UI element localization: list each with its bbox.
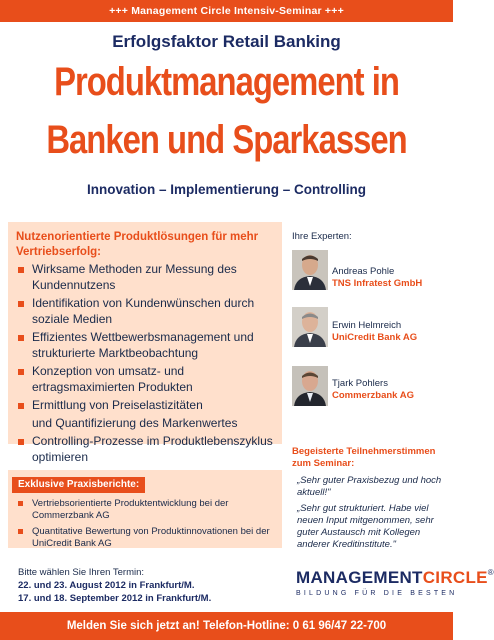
list-item — [16, 498, 278, 522]
expert-company: UniCredit Bank AG — [332, 332, 418, 343]
exclusive-label: Exklusive Praxisberichte: — [12, 477, 145, 493]
list-item — [16, 262, 282, 293]
bullet-square-icon — [18, 369, 24, 375]
top-banner: +++ Management Circle Intensiv-Seminar +++ — [0, 0, 453, 22]
list-item-text: Identifikation von Kundenwünschen durch soziale Medien — [32, 296, 255, 326]
content-heading: Nutzenorientierte Produktlösungen für mehr Vertriebserfolg: — [16, 231, 259, 258]
logo-word-management: MANAGEMENT — [296, 568, 423, 587]
logo-wordmark — [296, 568, 494, 588]
expert-name: Andreas Pohle — [332, 266, 395, 277]
expert-photo — [292, 307, 328, 347]
expert-photo — [292, 250, 328, 290]
bullet-square-icon — [18, 403, 24, 409]
list-item-continuation — [16, 416, 282, 432]
logo-word-circle: CIRCLE — [422, 568, 488, 587]
date-option-1: 22. und 23. August 2012 in Frankfurt/M. — [18, 580, 195, 591]
expert-company: Commerzbank AG — [332, 390, 414, 401]
list-item — [16, 526, 278, 550]
list-item — [16, 364, 282, 395]
list-item-text: Vertriebsorientierte Produktentwicklung bei der Commerzbank AG — [32, 498, 229, 521]
experts-label: Ihre Experten: — [292, 231, 352, 242]
list-item-text: Quantitative Bewertung von Produktinnovationen bei der UniCredit Bank AG — [32, 526, 270, 549]
list-item-text: und Quantifizierung des Markenwertes — [32, 415, 238, 430]
main-title-line-1: Produktmanagement in — [54, 60, 399, 104]
list-item — [16, 398, 282, 414]
list-item — [16, 434, 282, 465]
expert-2 — [332, 320, 417, 344]
list-item-text: Effizientes Wettbewerbsmanagement und strukturierte Marktbeobachtung — [32, 330, 254, 360]
registered-mark: ® — [487, 568, 494, 577]
expert-name: Tjark Pohlers — [332, 378, 388, 389]
tagline: Innovation – Implementierung – Controlling — [86, 182, 366, 197]
list-item-text: Controlling-Prozesse im Produktlebenszyklus optimieren — [32, 434, 273, 464]
benefit-list — [16, 262, 282, 468]
bullet-square-icon — [18, 501, 23, 506]
bullet-square-icon — [18, 267, 24, 273]
list-item-text: Konzeption von umsatz- und ertragsmaximierten Produkten — [32, 364, 193, 394]
subtitle: Erfolgsfaktor Retail Banking — [112, 32, 341, 51]
testimonials-label: Begeisterte Teilnehmerstimmen zum Seminar: — [292, 446, 436, 469]
expert-1 — [332, 266, 422, 290]
list-item-text: Wirksame Methoden zur Messung des Kundennutzens — [32, 262, 237, 292]
expert-name: Erwin Helmreich — [332, 320, 402, 331]
testimonial-quote-1: „Sehr guter Praxisbezug und hoch aktuell!" — [297, 475, 442, 498]
expert-3 — [332, 378, 414, 402]
date-intro: Bitte wählen Sie Ihren Termin: — [18, 567, 145, 578]
bullet-square-icon — [18, 335, 24, 341]
date-option-2: 17. und 18. September 2012 in Frankfurt/M. — [18, 593, 212, 604]
list-item — [16, 296, 282, 327]
bullet-square-icon — [18, 301, 24, 307]
management-circle-logo — [296, 568, 494, 597]
date-section — [18, 566, 278, 605]
list-item-text: Ermittlung von Preiselastizitäten — [32, 398, 203, 412]
bullet-square-icon — [18, 529, 23, 534]
expert-company: TNS Infratest GmbH — [332, 278, 423, 289]
list-item — [16, 330, 282, 361]
bullet-square-icon — [18, 439, 24, 445]
hotline-banner: Melden Sie sich jetzt an! Telefon-Hotline: 0 61 96/47 22-700 — [0, 612, 453, 640]
testimonial-quote-2: „Sehr gut strukturiert. Habe viel neuen Input mitgenommen, sehr guter Austausch mit Kollegen anderer Kreditinstitute." — [297, 503, 434, 550]
expert-photo — [292, 366, 328, 406]
logo-slogan: BILDUNG FÜR DIE BESTEN — [296, 590, 458, 597]
main-title-line-2: Banken und Sparkassen — [46, 118, 407, 162]
exclusive-list — [16, 498, 278, 554]
